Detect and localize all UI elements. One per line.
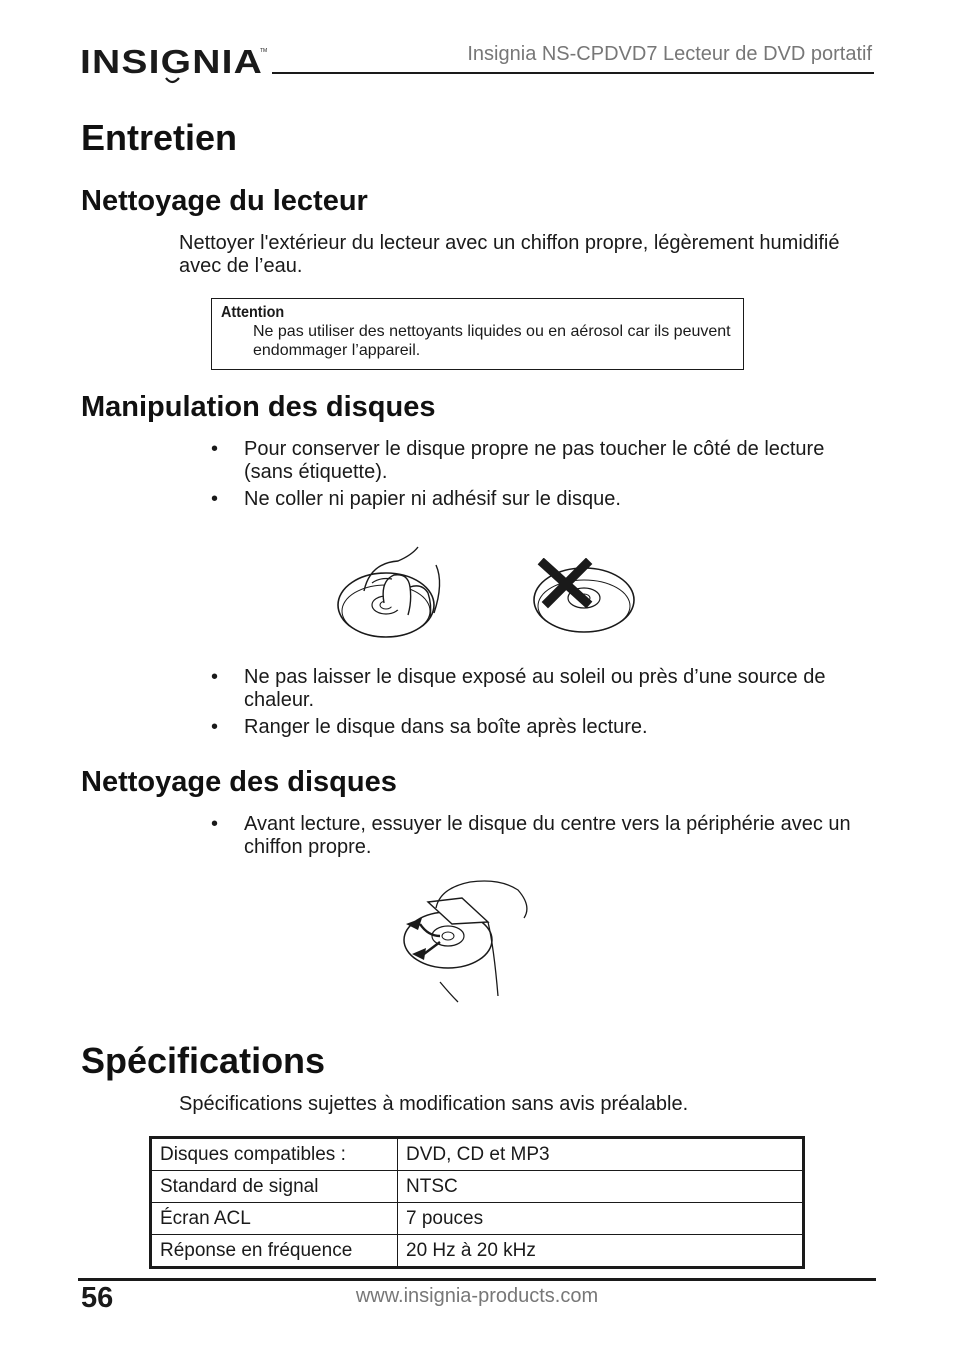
specifications-table <box>149 1136 805 1269</box>
subsection-title-disc-cleaning: Nettoyage des disques <box>81 766 397 798</box>
list-item-text: Ne coller ni papier ni adhésif sur le disque. <box>244 488 621 510</box>
list-item <box>211 488 871 511</box>
list-item <box>211 438 871 484</box>
footer-divider <box>78 1278 876 1281</box>
list-item <box>211 813 871 859</box>
list-item-text: Avant lecture, essuyer le disque du centre vers la périphérie avec un chiffon propre. <box>244 813 851 858</box>
disc-holding-correct-illustration <box>336 543 456 643</box>
subsection-title-cleaning-player: Nettoyage du lecteur <box>81 185 368 217</box>
spec-value: 7 pouces <box>398 1203 804 1235</box>
section-title-specifications: Spécifications <box>81 1040 326 1081</box>
bullet-glyph: • <box>211 813 219 835</box>
cleaning-player-text: Nettoyer l'extérieur du lecteur avec un chiffon propre, légèrement humidifié avec de l’eau. <box>179 232 840 277</box>
table-row <box>151 1235 804 1268</box>
disc-handling-list-bottom <box>211 666 871 743</box>
table-row <box>151 1171 804 1203</box>
spec-label: Écran ACL <box>151 1203 398 1235</box>
spec-label: Standard de signal <box>151 1171 398 1203</box>
spec-value: NTSC <box>398 1171 804 1203</box>
page-number: 56 <box>81 1282 114 1314</box>
document-header-title: Insignia NS-CPDVD7 Lecteur de DVD portatif <box>467 43 872 65</box>
list-item <box>211 666 871 712</box>
disc-cleaning-list <box>211 813 871 863</box>
spec-label: Disques compatibles : <box>151 1138 398 1171</box>
list-item-text: Ranger le disque dans sa boîte après lecture. <box>244 716 648 738</box>
attention-text: Ne pas utiliser des nettoyants liquides ou en aérosol car ils peuvent endommager l’appareil. <box>253 323 731 359</box>
svg-text:TM: TM <box>260 48 268 54</box>
spec-value: 20 Hz à 20 kHz <box>398 1235 804 1268</box>
list-item <box>211 716 871 739</box>
specifications-note: Spécifications sujettes à modification sans avis préalable. <box>179 1093 689 1115</box>
bullet-glyph: • <box>211 666 219 688</box>
section-title-entretien: Entretien <box>81 117 238 158</box>
list-item-text: Ne pas laisser le disque exposé au soleil ou près d’une source de chaleur. <box>244 666 826 711</box>
disc-holding-wrong-illustration <box>530 558 640 638</box>
table-row <box>151 1203 804 1235</box>
svg-text:INSIGNIA: INSIGNIA <box>80 43 263 80</box>
disc-handling-list-top <box>211 438 871 515</box>
table-row <box>151 1138 804 1171</box>
bullet-glyph: • <box>211 716 219 738</box>
spec-value: DVD, CD et MP3 <box>398 1138 804 1171</box>
bullet-glyph: • <box>211 488 219 510</box>
disc-wiping-illustration <box>400 878 535 1003</box>
attention-box <box>211 298 744 370</box>
spec-label: Réponse en fréquence <box>151 1235 398 1268</box>
footer-url: www.insignia-products.com <box>355 1285 599 1307</box>
subsection-title-disc-handling: Manipulation des disques <box>81 391 436 423</box>
header-divider <box>272 72 874 74</box>
insignia-logo <box>80 40 270 90</box>
list-item-text: Pour conserver le disque propre ne pas toucher le côté de lecture (sans étiquette). <box>244 438 825 483</box>
bullet-glyph: • <box>211 438 219 460</box>
attention-title: Attention <box>221 304 285 321</box>
